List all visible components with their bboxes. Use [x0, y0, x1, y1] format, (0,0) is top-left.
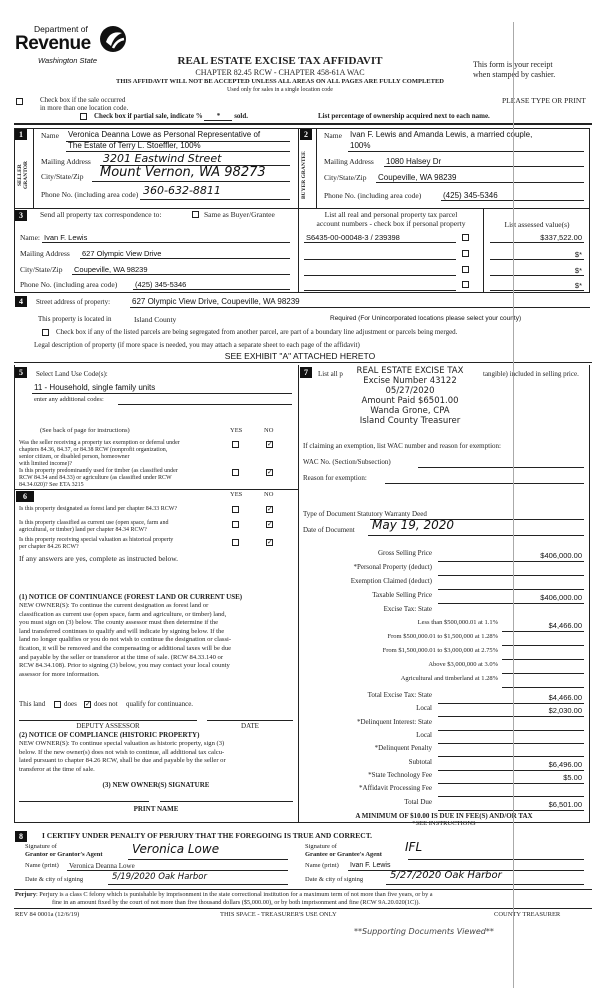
buyer-grantee-label: BUYER GRANTEE [301, 151, 307, 199]
segregated-label: Check box if any of the listed parcels are being segregated from another parcel, are part of a boundary line adjustment or parcels being merged. [56, 328, 458, 336]
q-exemption-text: senior citizen, or disabled person, homeowner [19, 454, 130, 460]
section-6-number: 6 [16, 491, 34, 502]
q-timber-text: 84.34.020)? See ETA 3215 [19, 482, 84, 488]
doc-type-label: Type of Document [303, 510, 356, 518]
county-select[interactable]: Island County [134, 315, 177, 324]
grantee-date-field[interactable]: 5/27/2020 Oak Harbor [390, 870, 502, 881]
notice-text: transferor at the time of sale. [19, 765, 95, 773]
seller-mail-label: Mailing Address [41, 157, 91, 166]
treasurer-use-label: THIS SPACE - TREASURER'S USE ONLY [220, 911, 337, 918]
reason-label: Reason for exemption: [303, 474, 367, 482]
notice-text: NEW OWNER(S): To continue the current designation as forest land or [19, 602, 209, 609]
section-7-number: 7 [300, 367, 312, 378]
form-warning: THIS AFFIDAVIT WILL NOT BE ACCEPTED UNLESS ALL AREAS ON ALL PAGES ARE FULLY COMPLETED [116, 78, 444, 85]
county-treasurer-label: COUNTY TREASURER [494, 911, 561, 918]
logo-dept: Department of [34, 24, 88, 34]
tax-row-line [438, 756, 584, 757]
corr-city-field[interactable]: Coupeville, WA 98239 [74, 265, 148, 274]
tax-row-line [502, 673, 584, 674]
form-revision: REV 84 0001a (12/6/19) [15, 911, 80, 918]
tax-row-line [438, 575, 584, 576]
send-correspondence-label: Send all property tax correspondence to: [40, 210, 162, 219]
stamp-line: REAL ESTATE EXCISE TAX [356, 366, 464, 376]
historic-no-checkbox[interactable]: ✓ [267, 538, 273, 546]
tax-row-line [438, 783, 584, 784]
no-header: NO [264, 427, 274, 434]
tax-row-label: *Delinquent Interest: State [356, 718, 432, 726]
timber-yes-checkbox[interactable] [232, 469, 239, 476]
stamp-line: Island County Treasurer [359, 416, 461, 426]
owner-signature-field[interactable] [19, 801, 149, 802]
q-timber-text: Is this property predominantly used for timber (as classified under [19, 468, 178, 474]
q-historic-text: Is this property receiving special valuation as historical property [19, 537, 174, 543]
list-personal-property-label-2: tangible) included in selling price. [483, 370, 579, 378]
owner-signature-field-2[interactable] [160, 801, 293, 802]
seller-name-1[interactable]: Veronica Deanna Lowe as Personal Representative of [68, 130, 261, 139]
parcel-header-2: account numbers - check box if personal property [316, 219, 466, 228]
sig-of-label: Signature of [305, 843, 337, 850]
tax-row-value[interactable]: $4,466.00 [548, 693, 582, 702]
grantee-signature[interactable]: IFL [405, 840, 423, 854]
supporting-docs-stamp: **Supporting Documents Viewed** [354, 927, 494, 936]
notice-compliance-title: (2) NOTICE OF COMPLIANCE (HISTORIC PROPERTY) [19, 731, 200, 739]
grantor-agent-label: Grantor or Grantor's Agent [25, 851, 103, 858]
does-label: does [64, 700, 77, 708]
tax-row-label: Exemption Claimed (deduct) [350, 577, 432, 585]
forest-yes-checkbox[interactable] [232, 506, 239, 513]
assessed-value[interactable]: $337,522.00 [540, 233, 582, 242]
q-exemption-text: with limited income)? [19, 461, 72, 467]
reason-field[interactable] [385, 483, 584, 484]
notice-text: and payable by the seller or transferor at the time of sale. (RCW 84.33.140 or [19, 653, 224, 661]
does-checkbox[interactable] [54, 701, 61, 708]
notice-continuance-title: (1) NOTICE OF CONTINUANCE (FOREST LAND OR CURRENT USE) [19, 593, 243, 601]
logo-mark-icon [98, 24, 128, 54]
buyer-mail-label: Mailing Address [324, 157, 374, 166]
located-label: This property is located in [38, 315, 112, 323]
q-current-use-text: Is this property classified as current use (open space, farm and [19, 520, 169, 526]
tax-row-label: Subtotal [408, 758, 432, 766]
seller-phone-field[interactable]: 360-632-8811 [143, 184, 221, 197]
name-print-label: Name (print) [25, 862, 59, 869]
notice-text: NEW OWNER(S): To continue special valuation as historic property, sign (3) [19, 740, 225, 747]
multi-location-checkbox[interactable] [16, 98, 23, 105]
tax-row-label: Local [416, 704, 432, 712]
stamp-line: Excise Number 43122 [363, 376, 457, 386]
q-exemption-text: Was the seller receiving a property tax exemption or deferral under [19, 440, 180, 446]
personal-property-checkbox[interactable] [462, 281, 469, 288]
multi-location-label: Check box if the sale occurred [40, 96, 126, 104]
wac-field[interactable] [418, 467, 584, 468]
tax-row-label: Total Excise Tax: State [367, 691, 432, 699]
corr-mail-label: Mailing Address [20, 249, 70, 258]
notice-text: you must sign on (3) below. The county assessor must then determine if the [19, 619, 219, 627]
receipt-note-2: when stamped by cashier. [473, 70, 556, 79]
timber-no-checkbox[interactable]: ✓ [267, 468, 273, 476]
assessed-value[interactable]: $* [574, 250, 582, 259]
legal-description-field[interactable]: SEE EXHIBIT "A" ATTACHED HERETO [224, 351, 376, 361]
list-percentage-note: List percentage of ownership acquired next to each name. [318, 112, 490, 120]
perjury-text: : Perjury is a class C felony which is punishable by imprisonment in the state correctional institution for a maximum term of not more than five years, or by a [35, 891, 433, 898]
partial-sale-checkbox[interactable] [80, 113, 87, 120]
tax-row-value[interactable]: $406,000.00 [540, 593, 582, 602]
seller-grantor-label: SELLER GRANTOR [17, 161, 29, 190]
current-use-no-checkbox[interactable]: ✓ [267, 520, 273, 528]
new-owner-signature-title: (3) NEW OWNER(S) SIGNATURE [102, 781, 210, 789]
please-type: PLEASE TYPE OR PRINT [502, 96, 586, 105]
buyer-name-label: Name [324, 131, 342, 140]
doc-type-field[interactable]: Statutory Warranty Deed [357, 510, 427, 518]
seller-name-2[interactable]: The Estate of Terry L. Stoeffler, 100% [68, 141, 201, 150]
corr-name-label: Name: [20, 233, 40, 242]
corr-city-label: City/State/Zip [20, 265, 63, 274]
this-land-label: This land [19, 700, 46, 708]
q-timber-text: RCW 84.34 and 84.33) or agriculture (as classified under RCW [19, 475, 172, 481]
partial-sold-label: sold. [234, 112, 249, 120]
stamp-line: Amount Paid $6501.00 [361, 396, 459, 406]
notice-text: assessor for more information. [19, 670, 100, 678]
buyer-city-label: City/State/Zip [324, 173, 367, 182]
tax-row-label: Gross Selling Price [377, 549, 432, 557]
tax-row-line [438, 603, 584, 604]
land-use-label: Select Land Use Code(s): [36, 370, 108, 378]
assessed-header: List assessed value(s) [504, 220, 570, 229]
notice-text: classification as current use (open space, farm and agriculture, or timber) land, [19, 610, 227, 618]
historic-yes-checkbox[interactable] [232, 539, 239, 546]
tax-row-label: Agricultural and timberland at 1.28% [400, 675, 498, 682]
see-back-note: (See back of page for instructions) [40, 427, 130, 434]
tax-row-line [502, 687, 584, 688]
property-street-field[interactable]: 627 Olympic View Drive, Coupeville, WA 98239 [132, 297, 300, 306]
logo-state: Washington State [38, 56, 98, 65]
corr-phone-label: Phone No. (including area code) [20, 280, 118, 289]
corr-phone-field[interactable]: (425) 345-5346 [135, 280, 187, 289]
seller-city-label: City/State/Zip [41, 172, 84, 181]
buyer-mail-field[interactable]: 1080 Halsey Dr [386, 157, 442, 166]
notice-text: fication, it will be removed and the compensating or additional taxes will be due [19, 644, 232, 652]
tax-row-line [438, 796, 584, 797]
buyer-city-field[interactable]: Coupeville, WA 98239 [378, 173, 457, 182]
notice-text: below. If the new owner(s) does not wish to continue, all additional tax calcu- [19, 748, 225, 756]
current-use-yes-checkbox[interactable] [232, 521, 239, 528]
seller-city-field[interactable]: Mount Vernon, WA 98273 [100, 165, 266, 180]
qualify-label: qualify for continuance. [126, 700, 194, 708]
treasurer-stamp [340, 366, 480, 426]
stamp-line: 05/27/2020 [385, 386, 435, 396]
partial-percent-field[interactable]: * [204, 112, 232, 121]
same-as-buyer-label: Same as Buyer/Grantee [204, 210, 275, 219]
parcel-number[interactable]: S6435-00-00048-3 / 239398 [306, 233, 400, 242]
yes-header: YES [230, 491, 243, 498]
deputy-assessor-label: DEPUTY ASSESSOR [76, 722, 140, 730]
name-print-label: Name (print) [305, 862, 339, 869]
tax-row-value[interactable]: $2,030.00 [548, 706, 582, 715]
tax-row-line [438, 743, 584, 744]
corr-mail-field[interactable]: 627 Olympic View Drive [82, 249, 162, 258]
tax-row-label: From $500,000.01 to $1,500,000 at 1.28% [387, 633, 498, 640]
buyer-phone-label: Phone No. (including area code) [324, 191, 422, 200]
stamp-line: Wanda Grone, CPA [370, 406, 450, 416]
notice-text: land no longer qualifies or you do not wish to continue the designation or classi- [19, 636, 232, 644]
date-city-label: Date & city of signing [305, 876, 364, 883]
additional-codes-field[interactable] [118, 404, 292, 405]
buyer-name-2[interactable]: 100% [350, 141, 371, 150]
tax-row-line [502, 631, 584, 632]
tax-row-line [438, 561, 584, 562]
wac-label: WAC No. (Section/Subsection) [303, 458, 391, 466]
corr-name-field[interactable]: Ivan F. Lewis [44, 233, 88, 242]
minimum-due-note: A MINIMUM OF $10.00 IS DUE IN FEE(S) AND/OR TAX [355, 812, 533, 820]
notice-text: RCW 84.34.108). Prior to signing (3) below, you may contact your local county [19, 662, 230, 670]
required-note: Required (For Unincorporated locations please select your county) [330, 315, 522, 322]
section-3-number: 3 [15, 210, 27, 221]
doc-date-field[interactable]: May 19, 2020 [372, 518, 455, 532]
tax-row-line [438, 730, 584, 731]
exemption-no-checkbox[interactable]: ✓ [267, 440, 273, 448]
section-2-number: 2 [300, 129, 312, 140]
grantor-signature[interactable]: Veronica Lowe [132, 842, 220, 856]
tax-row-label: Local [416, 731, 432, 739]
exemption-yes-checkbox[interactable] [232, 441, 239, 448]
assessed-value[interactable]: $* [574, 281, 582, 290]
segregated-checkbox[interactable] [42, 329, 49, 336]
seller-phone-label: Phone No. (including area code) [41, 190, 139, 199]
used-only: Used only for sales in a single location code [227, 87, 333, 93]
grantor-name-field[interactable]: Veronica Deanna Lowe [69, 862, 135, 870]
does-not-checkbox[interactable]: ✓ [85, 700, 91, 708]
tax-row-value[interactable]: $5.00 [563, 773, 582, 782]
street-label: Street address of property: [36, 298, 111, 306]
seller-name-label: Name [41, 131, 59, 140]
section-5-number: 5 [15, 367, 27, 378]
tax-row-label: *State Technology Fee [368, 771, 432, 779]
tax-row-line [502, 645, 584, 646]
seller-mail-field[interactable]: 3201 Eastwind Street [103, 152, 222, 165]
sig-of-label: Signature of [25, 843, 57, 850]
additional-codes-label: enter any additional codes: [34, 396, 104, 403]
does-not-label: does not [94, 700, 118, 708]
section-4-number: 4 [15, 296, 27, 307]
grantor-date-field[interactable]: 5/19/2020 Oak Harbor [112, 872, 207, 882]
tax-row-line [438, 810, 584, 811]
logo-revenue: Revenue [15, 33, 91, 54]
tax-row-label: Taxable Selling Price [372, 591, 432, 599]
tax-row-line [438, 770, 584, 771]
tax-row-label: *Delinquent Penalty [374, 744, 432, 752]
tax-row-label: *Personal Property (deduct) [353, 563, 432, 571]
tax-row-label: Above $3,000,000 at 3.0% [428, 661, 498, 668]
same-as-buyer-checkbox[interactable] [192, 211, 199, 218]
grantee-name-field[interactable]: Ivan F. Lewis [350, 862, 391, 869]
multi-location-label-2: in more than one location code. [40, 104, 129, 112]
form-chapter: CHAPTER 82.45 RCW - CHAPTER 458-61A WAC [195, 68, 365, 77]
list-personal-property-label: List all p [318, 370, 343, 378]
tax-row-line [438, 589, 584, 590]
partial-label: Check box if partial sale, indicate % [94, 112, 203, 120]
grantee-agent-label: Grantee or Grantee's Agent [305, 851, 382, 858]
perjury-label: Perjury [15, 891, 36, 898]
buyer-name-1[interactable]: Ivan F. Lewis and Amanda Lewis, a married couple, [350, 130, 533, 139]
yes-header: YES [230, 427, 243, 434]
notice-text: land transferred continues to qualify and will indicate by signing below. If the [19, 627, 225, 635]
land-use-select[interactable]: 11 - Household, single family units [34, 383, 156, 392]
section-8-number: 8 [15, 831, 27, 842]
exemption-claim-label: If claiming an exemption, list WAC number and reason for exemption: [303, 442, 501, 450]
print-name-label: PRINT NAME [133, 805, 179, 813]
tax-row-label: From $1,500,000.01 to $3,000,000 at 2.75% [382, 647, 498, 654]
date-city-label: Date & city of signing [25, 876, 84, 883]
doc-date-label: Date of Document [303, 526, 355, 534]
personal-property-checkbox[interactable] [462, 266, 469, 273]
assessed-value[interactable]: $* [574, 266, 582, 275]
tax-row-line [438, 703, 584, 704]
personal-property-checkbox[interactable] [462, 250, 469, 257]
perjury-text-2: fine in an amount fixed by the court of not more than five thousand dollars ($5,000.00), or by both imprisonment and fine (RCW 9A.20.020(1C)). [52, 899, 421, 906]
q-historic-text: per chapter 84.26 RCW? [19, 544, 79, 550]
section-1-number: 1 [15, 129, 27, 140]
tax-row-value[interactable]: $6,496.00 [548, 760, 582, 769]
certify-statement: I CERTIFY UNDER PENALTY OF PERJURY THAT THE FOREGOING IS TRUE AND CORRECT. [42, 831, 373, 840]
tax-row-value[interactable]: $6,501.00 [548, 800, 582, 809]
tax-row-line [438, 716, 584, 717]
tax-row-label: *Affidavit Processing Fee [359, 784, 432, 792]
q-forest-text: Is this property designated as forest land per chapter 84.33 RCW? [19, 506, 178, 512]
see-instructions: *SEE INSTRUCTIONS [412, 820, 476, 827]
tax-row-value[interactable]: $4,466.00 [548, 621, 582, 630]
no-header: NO [264, 491, 274, 498]
form-title: REAL ESTATE EXCISE TAX AFFIDAVIT [177, 55, 383, 67]
assessor-date-label: DATE [241, 722, 259, 730]
parcel-header-1: List all real and personal property tax parcel [324, 210, 458, 219]
personal-property-checkbox[interactable] [462, 234, 469, 241]
tax-row-label: Excise Tax: State [383, 605, 432, 613]
buyer-phone-field[interactable]: (425) 345-5346 [443, 191, 498, 200]
tax-row-label: Total Due [404, 798, 432, 806]
tax-row-value[interactable]: $406,000.00 [540, 551, 582, 560]
tax-row-label: Less than $500,000.01 at 1.1% [417, 619, 498, 626]
legal-label: Legal description of property (if more space is needed, you may attach a separate sheet to each page of the affidavit) [34, 341, 360, 349]
notice-text: lated pursuant to chapter 84.26 RCW, shall be due and payable by the seller or [19, 757, 226, 765]
q-current-use-text: agricultural, or timber) land per chapter 84.34 RCW? [19, 527, 147, 533]
forest-no-checkbox[interactable]: ✓ [267, 505, 273, 513]
receipt-note-1: This form is your receipt [473, 60, 553, 69]
if-any-yes-note: If any answers are yes, complete as instructed below. [19, 554, 179, 563]
q-exemption-text: chapters 84.36, 84.37, or 84.38 RCW (nonprofit organization, [19, 447, 168, 453]
tax-row-line [502, 659, 584, 660]
